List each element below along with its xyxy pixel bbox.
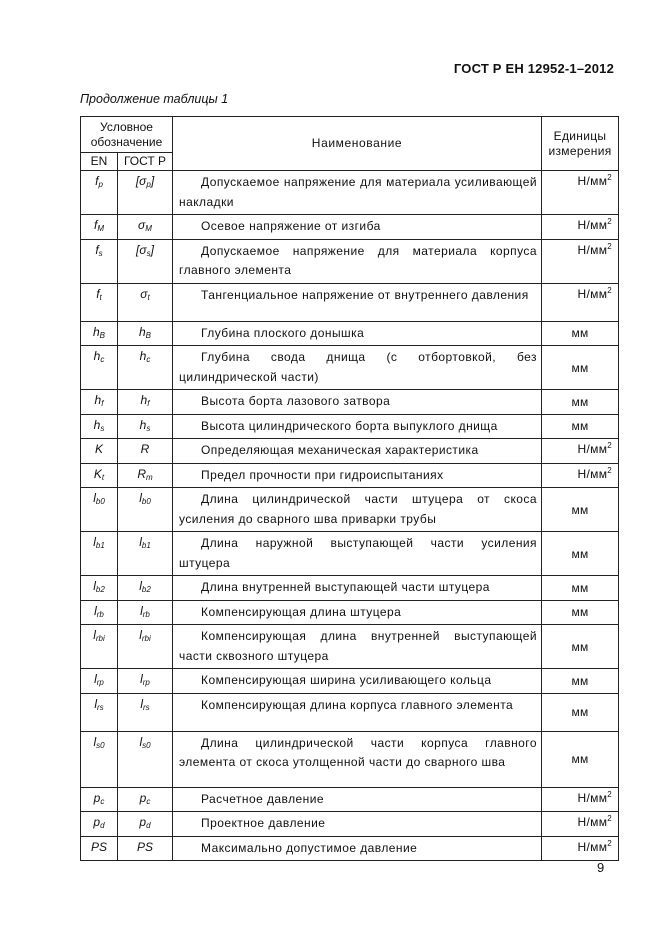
unit-superscript: 2	[607, 814, 612, 823]
gost-symbol: p	[139, 815, 147, 829]
gost-symbol-subscript: s	[146, 423, 151, 433]
gost-symbol-cell	[118, 625, 173, 669]
en-symbol-cell	[81, 215, 118, 240]
en-symbol-cell	[81, 239, 118, 283]
header-gost: ГОСТ Р	[118, 153, 173, 171]
gost-symbol: [σ	[136, 242, 147, 257]
en-symbol: f	[96, 286, 100, 301]
unit-cell	[542, 669, 619, 694]
unit-superscript: 2	[607, 241, 612, 251]
gost-symbol-subscript: b2	[141, 585, 151, 594]
en-symbol-subscript: b1	[95, 541, 105, 550]
en-symbol-cell	[81, 346, 118, 390]
en-symbol-subscript: rb	[96, 609, 104, 619]
document-header: ГОСТ Р ЕН 12952-1–2012	[453, 61, 614, 76]
unit-cell	[542, 693, 619, 731]
parameter-name: Компенсирующая длина внутренней выступающей части сквозного штуцера	[179, 629, 537, 663]
parameter-name: Допускаемое напряжение для материала корпуса главного элемента	[179, 243, 537, 277]
gost-symbol-subscript: B	[145, 330, 152, 340]
parameter-name: Определяющая механическая характеристика	[201, 443, 479, 457]
en-symbol-subscript: M	[97, 224, 104, 233]
en-symbol-subscript: t	[101, 472, 105, 482]
name-cell	[173, 171, 542, 215]
name-cell	[173, 346, 542, 390]
gost-symbol: l	[140, 672, 143, 686]
en-symbol-cell	[81, 390, 118, 415]
gost-symbol-cell	[118, 669, 173, 694]
parameter-name: Расчетное давление	[201, 791, 325, 806]
gost-symbol-subscript: rp	[142, 678, 150, 687]
table-row	[81, 600, 619, 625]
gost-symbol-cell	[118, 346, 173, 390]
unit-superscript: 2	[607, 465, 612, 475]
unit-value: мм	[571, 580, 589, 595]
gost-symbol: l	[139, 535, 142, 549]
en-symbol-cell	[81, 812, 118, 837]
parameter-name: Компенсирующая длина штуцера	[201, 604, 402, 619]
gost-symbol: p	[139, 790, 147, 805]
parameter-name: Высота борта лазового затвора	[201, 394, 391, 408]
gost-symbol: h	[140, 393, 148, 407]
gost-symbol-subscript: M	[145, 224, 152, 233]
table-row	[81, 239, 619, 283]
unit-superscript: 2	[607, 173, 612, 182]
parameter-name: Проектное давление	[201, 816, 326, 830]
en-symbol-cell	[81, 731, 118, 787]
name-cell	[173, 836, 542, 861]
gost-symbol-subscript: b1	[141, 541, 151, 550]
en-symbol: l	[94, 672, 97, 686]
parameter-name: Длина внутренней выступающей части штуцера	[201, 580, 490, 594]
name-cell	[173, 390, 542, 415]
table-row	[81, 669, 619, 694]
name-cell	[173, 787, 542, 812]
en-symbol: p	[93, 815, 101, 829]
unit-cell	[542, 414, 619, 439]
gost-symbol: PS	[136, 839, 153, 854]
gost-symbol: h	[138, 324, 146, 339]
en-symbol-subscript: p	[98, 180, 103, 189]
unit-cell	[542, 283, 619, 321]
unit-value: мм	[571, 419, 589, 434]
unit-cell	[542, 812, 619, 837]
en-symbol-subscript: t	[99, 292, 102, 302]
unit-value: Н/мм	[577, 286, 608, 301]
en-symbol: l	[93, 734, 97, 749]
table-body	[81, 171, 619, 861]
unit-value: мм	[571, 673, 589, 688]
gost-symbol-bracket: ]	[150, 174, 155, 188]
parameter-name: Длина цилиндрической части штуцера от скоса усиления до сварного шва приварки трубы	[179, 492, 537, 526]
en-symbol-cell	[81, 625, 118, 669]
unit-value: мм	[571, 360, 589, 375]
en-symbol-cell	[81, 321, 118, 346]
gost-symbol-subscript: d	[146, 821, 151, 830]
header-row	[81, 117, 619, 153]
parameter-name: Высота цилиндрического борта выпуклого днища	[201, 418, 498, 433]
table-row	[81, 787, 619, 812]
gost-symbol: l	[140, 696, 143, 711]
table-continuation-caption: Продолжение таблицы 1	[80, 92, 229, 106]
table-row	[81, 283, 619, 321]
table-row	[81, 532, 619, 576]
gost-symbol: l	[139, 734, 143, 749]
page-number: 9	[597, 860, 605, 875]
unit-cell	[542, 488, 619, 532]
parameter-name: Предел прочности при гидроиспытаниях	[201, 467, 444, 482]
gost-symbol-subscript: rbi	[141, 634, 151, 643]
unit-cell	[542, 836, 619, 861]
name-cell	[173, 463, 542, 488]
en-symbol-subscript: s0	[96, 740, 105, 750]
gost-symbol-subscript: rb	[142, 609, 150, 619]
name-cell	[173, 488, 542, 532]
table-row	[81, 576, 619, 601]
gost-symbol: l	[140, 603, 143, 618]
table-row	[81, 321, 619, 346]
name-cell	[173, 414, 542, 439]
table-row	[81, 463, 619, 488]
gost-symbol: h	[139, 417, 147, 432]
name-cell	[173, 239, 542, 283]
en-symbol-subscript: s	[98, 248, 103, 258]
en-symbol: p	[93, 790, 101, 805]
gost-symbol-cell	[118, 283, 173, 321]
unit-value: Н/мм	[577, 466, 608, 481]
en-symbol: f	[93, 218, 98, 232]
en-symbol-cell	[81, 532, 118, 576]
unit-cell	[542, 439, 619, 464]
en-symbol: l	[93, 491, 96, 505]
gost-symbol-subscript: c	[146, 796, 151, 806]
gost-symbol-subscript: t	[147, 292, 150, 302]
en-symbol-subscript: c	[100, 355, 105, 364]
header-unit: Единицы измерения	[542, 117, 619, 171]
gost-symbol: R	[140, 442, 150, 456]
gost-symbol-cell	[118, 812, 173, 837]
name-cell	[173, 600, 542, 625]
en-symbol-cell	[81, 439, 118, 464]
unit-value: мм	[571, 546, 589, 561]
en-symbol-cell	[81, 836, 118, 861]
gost-symbol-cell	[118, 321, 173, 346]
unit-cell	[542, 600, 619, 625]
unit-superscript: 2	[607, 838, 612, 848]
unit-value: мм	[571, 326, 589, 341]
header-symbol: Условное обозначение	[81, 117, 173, 153]
name-cell	[173, 215, 542, 240]
parameter-name: Длина цилиндрической части корпуса главного элемента от скоса утолщенной части до сварного шва	[179, 735, 537, 769]
gost-symbol-cell	[118, 836, 173, 861]
unit-cell	[542, 321, 619, 346]
symbols-table	[80, 116, 619, 861]
en-symbol-cell	[81, 414, 118, 439]
en-symbol-subscript: B	[99, 330, 106, 340]
en-symbol-cell	[81, 693, 118, 731]
parameter-name: Компенсирующая ширина усиливающего кольца	[201, 673, 492, 687]
gost-symbol-cell	[118, 390, 173, 415]
gost-symbol: l	[139, 579, 142, 593]
table-row	[81, 731, 619, 787]
en-symbol: f	[95, 242, 99, 257]
unit-value: Н/мм	[577, 242, 608, 257]
en-symbol: K	[94, 442, 103, 456]
parameter-name: Допускаемое напряжение для материала усиливающей накладки	[179, 175, 537, 209]
en-symbol: l	[94, 603, 97, 618]
en-symbol-subscript: s	[100, 423, 105, 433]
en-symbol-cell	[81, 283, 118, 321]
header-name: Наименование	[173, 117, 542, 171]
gost-symbol-bracket: ]	[150, 242, 154, 257]
table-row	[81, 346, 619, 390]
en-symbol: h	[94, 393, 102, 407]
header-en: EN	[81, 153, 118, 171]
en-symbol-cell	[81, 488, 118, 532]
name-cell	[173, 439, 542, 464]
unit-cell	[542, 532, 619, 576]
parameter-name: Осевое напряжение от изгиба	[201, 219, 381, 233]
en-symbol-subscript: d	[100, 821, 105, 830]
en-symbol-subscript: b2	[95, 585, 105, 594]
gost-symbol: h	[139, 349, 147, 363]
gost-symbol: l	[139, 628, 142, 642]
gost-symbol-subscript: m	[146, 472, 153, 482]
table-row	[81, 488, 619, 532]
en-symbol: PS	[90, 839, 107, 854]
en-symbol-subscript: rbi	[95, 634, 105, 643]
name-cell	[173, 669, 542, 694]
parameter-name: Компенсирующая длина корпуса главного элемента	[201, 697, 514, 712]
parameter-name: Глубина плоского донышка	[201, 325, 365, 340]
en-symbol-subscript: c	[100, 796, 105, 806]
unit-cell	[542, 463, 619, 488]
unit-value: мм	[571, 502, 589, 517]
unit-value: Н/мм	[577, 174, 608, 188]
gost-symbol-cell	[118, 576, 173, 601]
en-symbol: l	[93, 628, 96, 642]
unit-cell	[542, 171, 619, 215]
unit-cell	[542, 576, 619, 601]
gost-symbol-cell	[118, 532, 173, 576]
unit-value: Н/мм	[577, 839, 608, 854]
gost-symbol-cell	[118, 463, 173, 488]
table-row	[81, 439, 619, 464]
en-symbol: l	[93, 579, 96, 593]
en-symbol: f	[95, 174, 99, 188]
en-symbol-cell	[81, 600, 118, 625]
table-row	[81, 693, 619, 731]
table-row	[81, 171, 619, 215]
name-cell	[173, 321, 542, 346]
gost-symbol: l	[139, 491, 142, 505]
gost-symbol-cell	[118, 171, 173, 215]
gost-symbol-cell	[118, 439, 173, 464]
gost-symbol-cell	[118, 787, 173, 812]
name-cell	[173, 812, 542, 837]
unit-value: Н/мм	[577, 218, 608, 232]
unit-cell	[542, 625, 619, 669]
en-symbol-cell	[81, 669, 118, 694]
table-row	[81, 414, 619, 439]
gost-symbol: [σ	[135, 174, 147, 188]
unit-superscript: 2	[607, 441, 612, 450]
gost-symbol-cell	[118, 414, 173, 439]
gost-symbol-cell	[118, 488, 173, 532]
table-row	[81, 215, 619, 240]
gost-symbol-subscript: rs	[143, 702, 150, 712]
unit-cell	[542, 346, 619, 390]
name-cell	[173, 693, 542, 731]
en-symbol-cell	[81, 171, 118, 215]
unit-value: мм	[571, 394, 589, 409]
gost-symbol-subscript: b0	[141, 497, 151, 506]
unit-value: Н/мм	[577, 790, 608, 805]
unit-superscript: 2	[607, 217, 612, 226]
table-row	[81, 836, 619, 861]
name-cell	[173, 731, 542, 787]
unit-value: Н/мм	[577, 815, 608, 829]
gost-symbol-subscript: s	[146, 248, 151, 258]
parameter-name: Глубина свода днища (с отбортовкой, без цилиндрической части)	[179, 350, 537, 384]
name-cell	[173, 283, 542, 321]
gost-symbol-subscript: f	[147, 399, 150, 408]
gost-symbol: R	[137, 466, 146, 481]
en-symbol: h	[92, 324, 100, 339]
unit-cell	[542, 215, 619, 240]
unit-cell	[542, 239, 619, 283]
table-row	[81, 625, 619, 669]
en-symbol: l	[93, 535, 96, 549]
parameter-name: Длина наружной выступающей части усиления штуцера	[179, 536, 537, 570]
en-symbol-subscript: rs	[97, 702, 104, 712]
unit-value: мм	[571, 705, 589, 719]
gost-symbol: σ	[138, 218, 146, 232]
parameter-name: Максимально допустимое давление	[201, 840, 418, 855]
unit-superscript: 2	[607, 789, 612, 799]
table-row	[81, 390, 619, 415]
en-symbol-cell	[81, 787, 118, 812]
gost-symbol-subscript: c	[146, 355, 151, 364]
name-cell	[173, 576, 542, 601]
en-symbol-subscript: b0	[95, 497, 105, 506]
unit-value: мм	[571, 605, 589, 620]
en-symbol-subscript: rp	[96, 678, 104, 687]
unit-value: мм	[571, 639, 589, 654]
gost-symbol-cell	[118, 239, 173, 283]
table-row	[81, 812, 619, 837]
gost-symbol-subscript: p	[146, 180, 151, 189]
unit-value: Н/мм	[577, 442, 608, 456]
gost-symbol-cell	[118, 731, 173, 787]
unit-cell	[542, 787, 619, 812]
unit-cell	[542, 390, 619, 415]
gost-symbol-cell	[118, 215, 173, 240]
gost-symbol-cell	[118, 600, 173, 625]
en-symbol-subscript: f	[101, 399, 104, 408]
en-symbol: K	[93, 466, 102, 481]
name-cell	[173, 532, 542, 576]
en-symbol: l	[94, 696, 97, 711]
en-symbol: h	[93, 349, 101, 363]
en-symbol-cell	[81, 576, 118, 601]
gost-symbol-cell	[118, 693, 173, 731]
parameter-name: Тангенциальное напряжение от внутреннего давления	[201, 287, 529, 302]
gost-symbol: σ	[140, 286, 148, 301]
unit-cell	[542, 731, 619, 787]
gost-symbol-subscript: s0	[142, 740, 151, 750]
en-symbol: h	[93, 417, 101, 432]
unit-superscript: 2	[607, 285, 612, 295]
name-cell	[173, 625, 542, 669]
unit-value: мм	[571, 752, 589, 766]
en-symbol-cell	[81, 463, 118, 488]
